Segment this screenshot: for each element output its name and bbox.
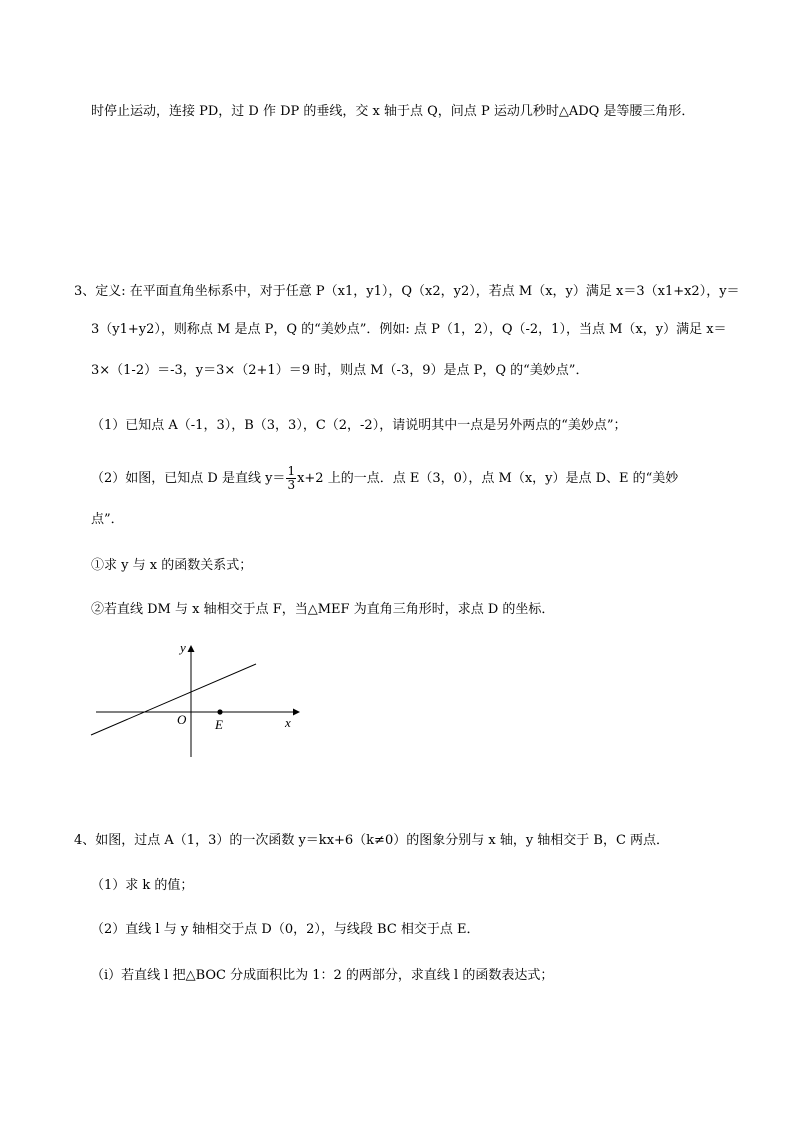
problem-3-line-1: 3、定义: 在平面直角坐标系中，对于任意 P（x1，y1），Q（x2，y2），若点 M（x，y）满足 x＝3（x1+x2），y＝ [74,284,740,299]
line-graph [91,664,256,735]
problem-3-question-2-continued: 点”． [91,512,124,527]
problem-4-question-2i: （i）若直线 l 把△BOC 分成面积比为 1：2 的两部分，求直线 l 的函数表达式； [91,968,554,983]
fraction-one-third [286,465,296,492]
fraction-numerator: 1 [287,464,296,478]
problem-4-question-2: （2）直线 l 与 y 轴相交于点 D（0，2），与线段 BC 相交于点 E． [91,922,480,937]
problem-2-tail: 时停止运动，连接 PD，过 D 作 DP 的垂线，交 x 轴于点 Q，问点 P 运动几秒时△ADQ 是等腰三角形． [91,104,695,119]
x-axis-arrow [293,709,300,716]
problem-3-line-2: 3（y1+y2），则称点 M 是点 P，Q 的“美妙点”．例如: 点 P（1，2），Q（-2，1），当点 M（x，y）满足 x＝ [91,322,727,337]
y-axis-arrow [188,645,195,652]
problem-3-sub-1: ①求 y 与 x 的函数关系式； [91,558,253,573]
coordinate-figure [88,640,303,760]
point-e [217,709,222,714]
q2-text-after: x+2 上的一点．点 E（3，0），点 M（x，y）是点 D、E 的“美妙 [297,471,679,486]
problem-3-question-2 [91,464,678,494]
origin-label: O [177,712,187,727]
problem-4-line-1: 4、如图，过点 A（1，3）的一次函数 y＝kx+6（k≠0）的图象分别与 x 轴，y 轴相交于 B，C 两点． [74,833,670,848]
point-e-label: E [215,717,223,732]
problem-3-sub-2: ②若直线 DM 与 x 轴相交于点 F，当△MEF 为直角三角形时，求点 D 的坐标． [91,602,555,617]
problem-4-question-1: （1）求 k 的值； [91,878,194,893]
problem-3-line-3: 3×（1-2）＝-3，y＝3×（2+1）＝9 时，则点 M（-3，9）是点 P，Q 的“美妙点”． [91,363,589,378]
problem-3-question-1: （1）已知点 A（-1，3），B（3，3），C（2，-2），请说明其中一点是另外两点的“美妙点”； [91,418,627,433]
x-axis-label: x [285,715,291,730]
fraction-denominator: 3 [287,478,296,492]
y-axis-label: y [180,640,186,655]
q2-text-before: （2）如图，已知点 D 是直线 y＝ [91,471,286,486]
